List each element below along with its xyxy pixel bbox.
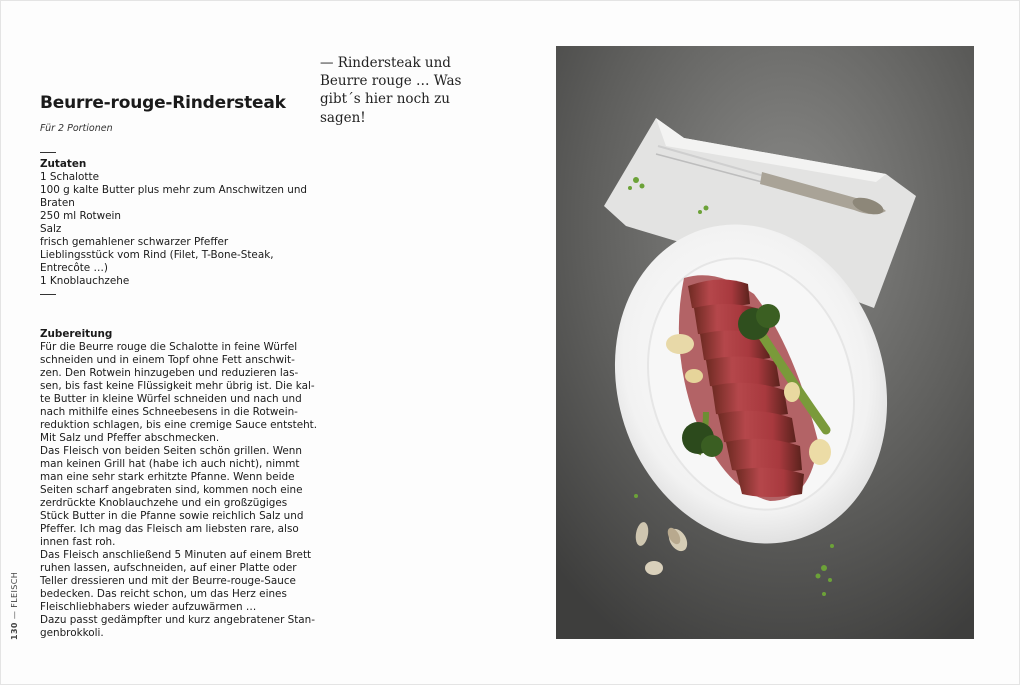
- method-line: Pfeffer. Ich mag das Fleisch am liebsten rare, also: [40, 523, 299, 535]
- ingredient-line: Braten: [40, 197, 75, 209]
- divider-rule: [40, 294, 56, 295]
- method-line: Teller dressieren und mit der Beurre-rouge-Sauce: [40, 575, 296, 587]
- method-line: schneiden und in einem Topf ohne Fett anschwit-: [40, 354, 295, 366]
- method-line: Das Fleisch von beiden Seiten schön grillen. Wenn: [40, 445, 302, 457]
- method-line: nach mithilfe eines Schneebesens in die Rotwein-: [40, 406, 298, 418]
- method-line: Das Fleisch anschließend 5 Minuten auf einem Brett: [40, 549, 312, 561]
- ingredient-line: 250 ml Rotwein: [40, 210, 121, 222]
- method-line: Stück Butter in die Pfanne sowie reichlich Salz und: [40, 510, 304, 522]
- ingredient-line: 100 g kalte Butter plus mehr zum Anschwitzen und: [40, 184, 308, 196]
- servings-note: Für 2 Portionen: [40, 123, 113, 134]
- ingredient-line: Salz: [40, 223, 62, 235]
- page-folio: [10, 572, 19, 640]
- method-line: Für die Beurre rouge die Schalotte in feine Würfel: [40, 341, 298, 353]
- ingredients-section: [40, 158, 307, 288]
- ingredient-line: Entrecôte …): [40, 262, 108, 274]
- ingredients-heading: Zutaten: [40, 158, 87, 170]
- pull-quote-line: gibt´s hier noch zu: [320, 91, 450, 108]
- steak-photo-illustration: [556, 46, 974, 639]
- method-line: sen, bis fast keine Flüssigkeit mehr übrig ist. Die kal-: [40, 380, 315, 392]
- divider-rule: [40, 152, 56, 153]
- method-line: zen. Den Rotwein hinzugeben und reduzieren las-: [40, 367, 299, 379]
- ingredient-line: frisch gemahlener schwarzer Pfeffer: [40, 236, 229, 248]
- method-line: man keinen Grill hat (habe ich auch nicht), nimmt: [40, 458, 300, 470]
- ingredient-line: 1 Knoblauchzehe: [40, 275, 130, 287]
- ingredient-line: 1 Schalotte: [40, 171, 99, 183]
- method-line: genbrokkoli.: [40, 627, 104, 639]
- method-heading: Zubereitung: [40, 328, 113, 340]
- pull-quote-line: Beurre rouge … Was: [320, 73, 462, 90]
- page-number: 130: [10, 622, 19, 640]
- method-line: Dazu passt gedämpfter und kurz angebratener Stan-: [40, 614, 316, 626]
- method-line: zerdrückte Knoblauchzehe und ein großzügiges: [40, 497, 288, 509]
- method-line: reduktion schlagen, bis eine cremige Sauce entsteht.: [40, 419, 318, 431]
- method-line: man eine sehr stark erhitzte Pfanne. Wenn beide: [40, 471, 295, 483]
- method-line: innen fast roh.: [40, 536, 116, 548]
- method-line: te Butter in kleine Würfel schneiden und nach und: [40, 393, 302, 405]
- section-label: — FLEISCH: [10, 571, 19, 623]
- method-line: Seiten scharf angebraten sind, kommen noch eine: [40, 484, 303, 496]
- method-line: bedecken. Das reicht schon, um das Herz eines: [40, 588, 287, 600]
- method-line: Mit Salz und Pfeffer abschmecken.: [40, 432, 220, 444]
- steak-photo: [556, 46, 974, 639]
- pull-quote-line: — Rindersteak und: [320, 55, 451, 71]
- method-section: [40, 328, 317, 640]
- method-line: ruhen lassen, aufschneiden, auf einer Platte oder: [40, 562, 297, 574]
- ingredient-line: Lieblingsstück vom Rind (Filet, T-Bone-Steak,: [40, 249, 274, 261]
- pull-quote-line: sagen!: [320, 109, 366, 126]
- pull-quote: [320, 54, 461, 127]
- recipe-title: Beurre-rouge-Rindersteak: [40, 93, 286, 113]
- method-line: Fleischliebhabers wieder aufzuwärmen …: [40, 601, 257, 613]
